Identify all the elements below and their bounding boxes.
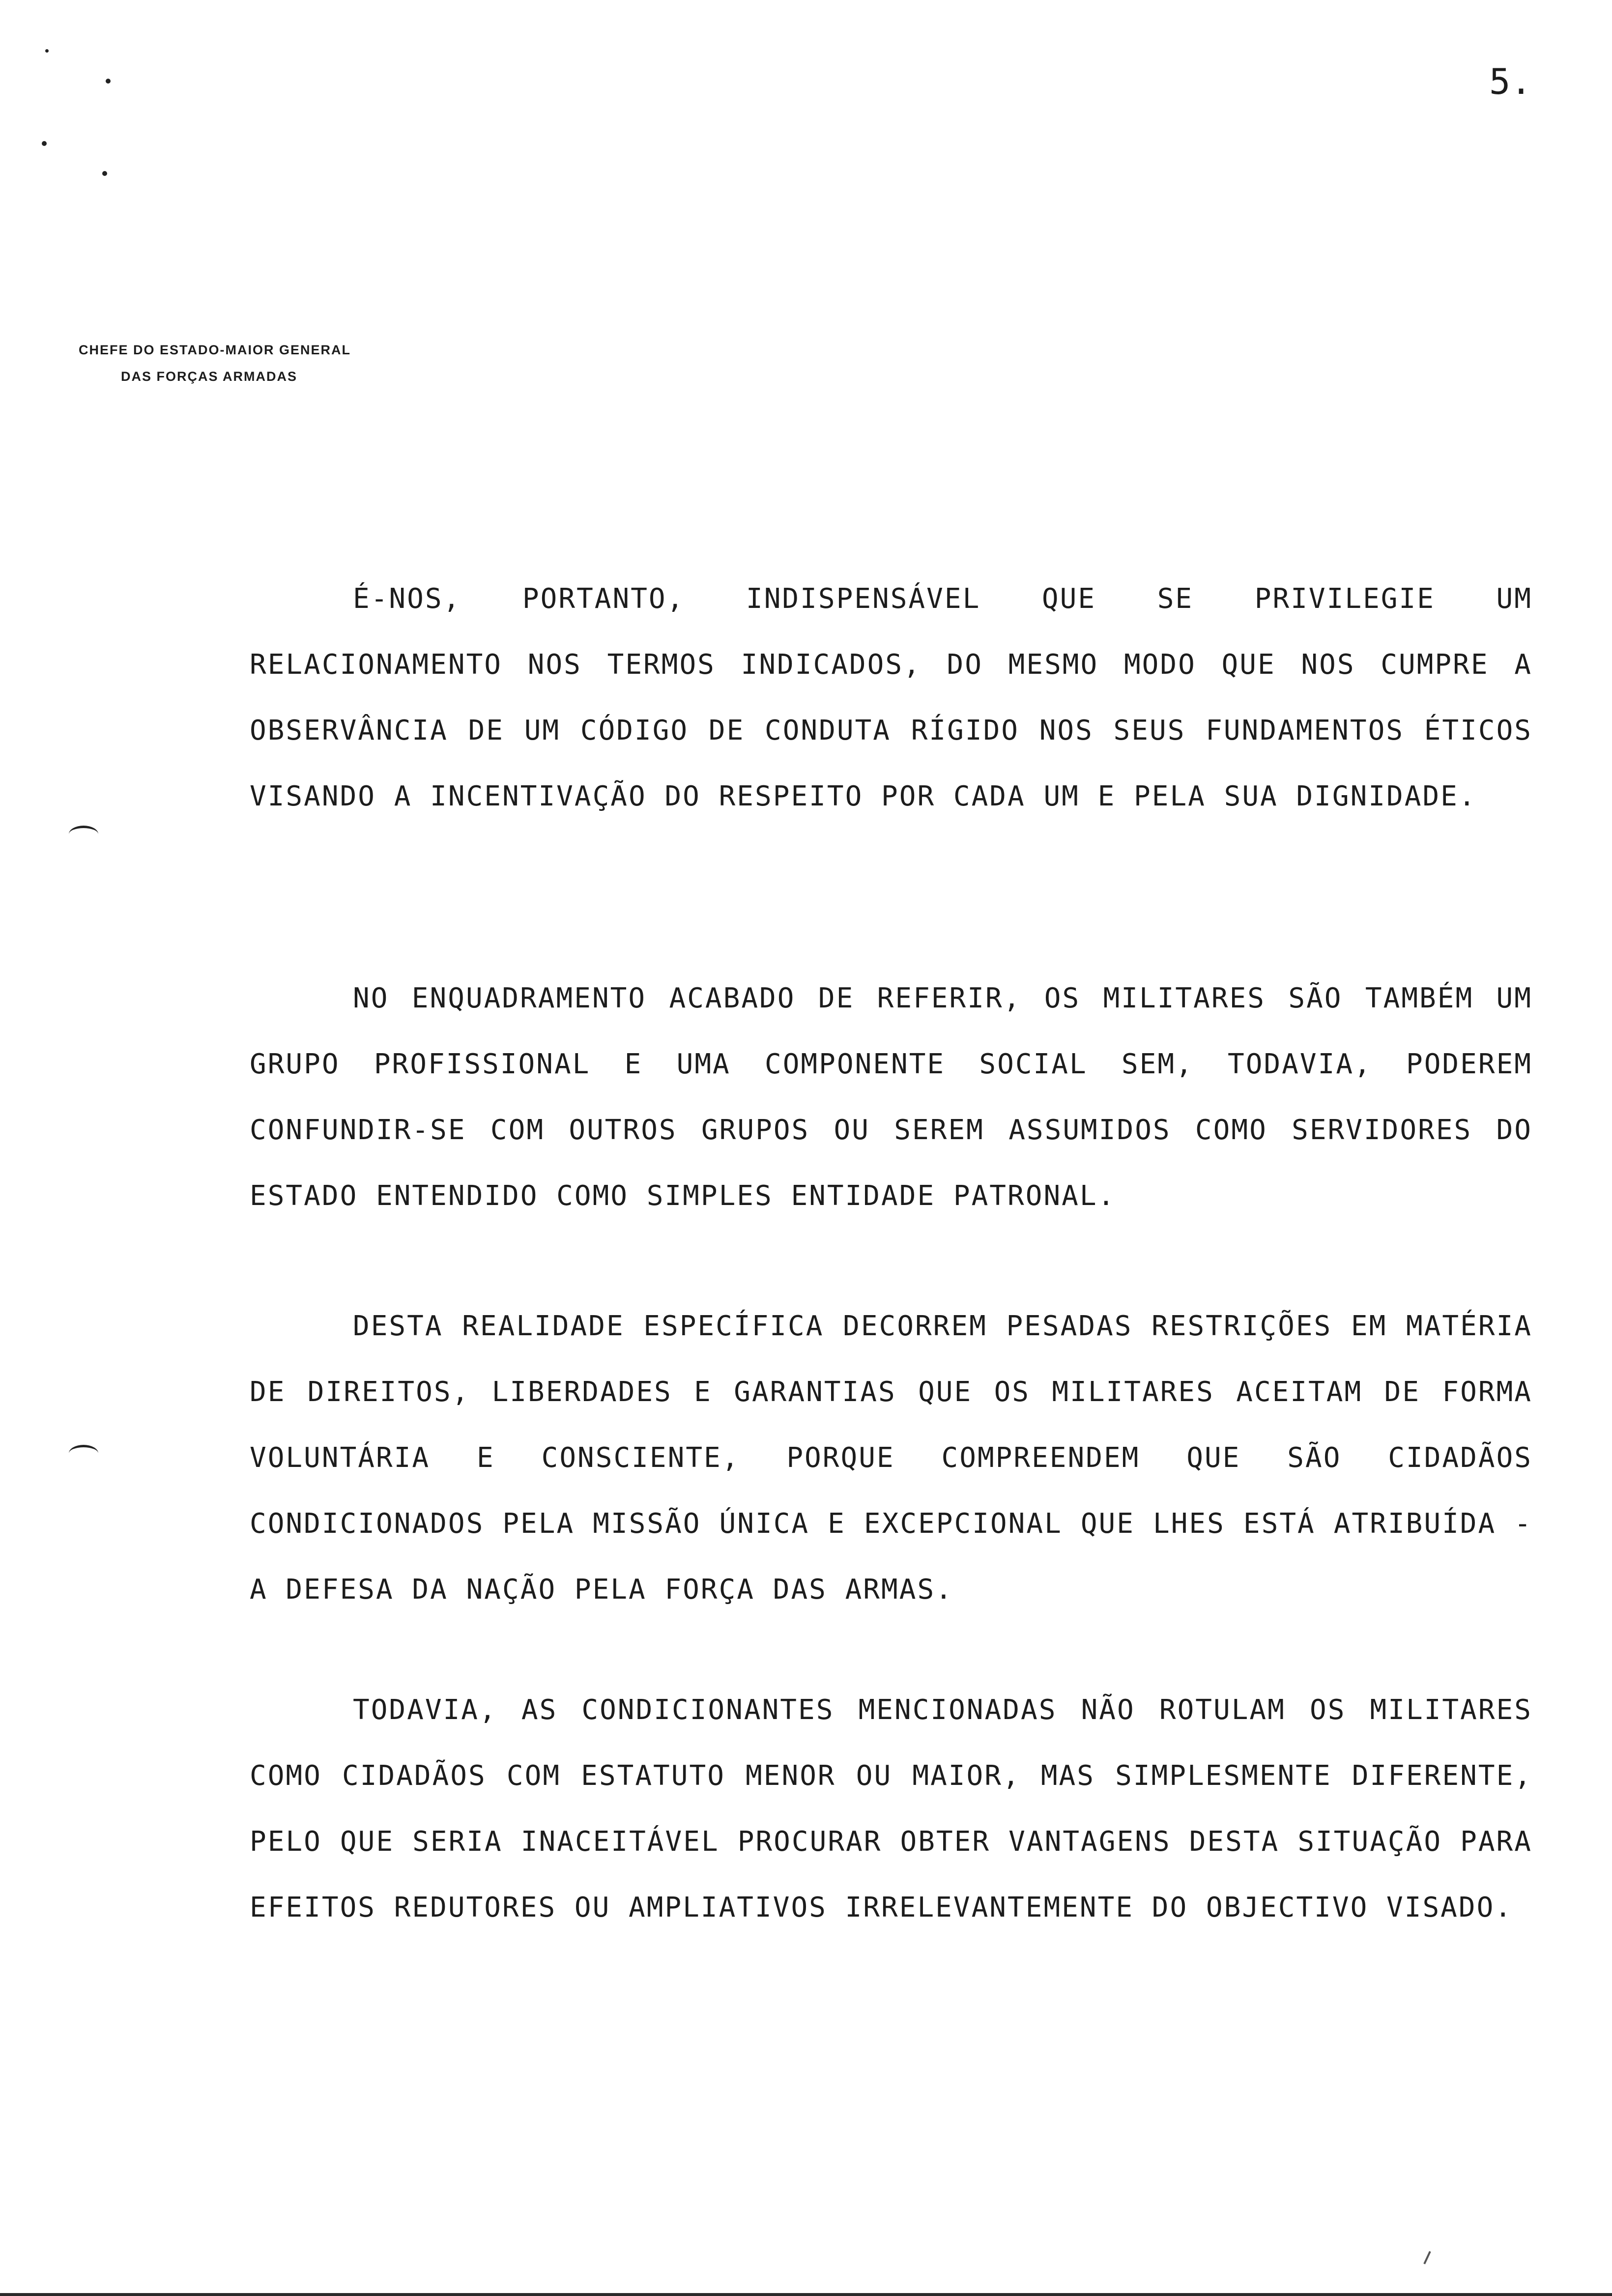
binder-hole-mark [69, 1445, 98, 1462]
scan-mark [45, 49, 49, 53]
letterhead-title: CHEFE DO ESTADO-MAIOR GENERAL [79, 343, 351, 357]
body-paragraph: NO ENQUADRAMENTO ACABADO DE REFERIR, OS MILITARES SÃO TAMBÉM UM GRUPO PROFISSIONAL E UMA COMPONENTE SOCIAL SEM, TODAVIA, PODEREM CONFUNDIR-SE COM OUTROS GRUPOS OU SEREM ASSUMIDOS COMO SERVIDORES DO ESTADO ENTENDIDO COMO SIMPLES ENTIDADE PATRONAL. [250, 982, 1532, 1212]
body-paragraph: TODAVIA, AS CONDICIONANTES MENCIONADAS NÃO ROTULAM OS MILITARES COMO CIDADÃOS COM ESTATUTO MENOR OU MAIOR, MAS SIMPLESMENTE DIFERENTE, PELO QUE SERIA INACEITÁVEL PROCURAR OBTER VANTAGENS DESTA SITUAÇÃO PARA EFEITOS REDUTORES OU AMPLIATIVOS IRRELEVANTEMENTE DO OBJECTIVO VISADO. [250, 1694, 1532, 1923]
scan-mark [102, 171, 107, 176]
scan-mark [1423, 2251, 1431, 2264]
letterhead [79, 337, 351, 390]
scan-mark [106, 79, 111, 84]
scan-mark [42, 141, 47, 146]
body-paragraph: DESTA REALIDADE ESPECÍFICA DECORREM PESADAS RESTRIÇÕES EM MATÉRIA DE DIREITOS, LIBERDADES E GARANTIAS QUE OS MILITARES ACEITAM DE FORMA VOLUNTÁRIA E CONSCIENTE, PORQUE COMPREENDEM QUE SÃO CIDADÃOS CONDICIONADOS PELA MISSÃO ÚNICA E EXCEPCIONAL QUE LHES ESTÁ ATRIBUÍDA - A DEFESA DA NAÇÃO PELA FORÇA DAS ARMAS. [250, 1310, 1532, 1606]
letterhead-subtitle: DAS FORÇAS ARMADAS [121, 369, 297, 384]
bottom-rule [0, 2293, 1612, 2296]
page-number: 5. [1489, 61, 1532, 102]
body-paragraph: É-NOS, PORTANTO, INDISPENSÁVEL QUE SE PRIVILEGIE UM RELACIONAMENTO NOS TERMOS INDICADOS, DO MESMO MODO QUE NOS CUMPRE A OBSERVÂNCIA DE UM CÓDIGO DE CONDUTA RÍGIDO NOS SEUS FUNDAMENTOS ÉTICOS VISANDO A INCENTIVAÇÃO DO RESPEITO POR CADA UM E PELA SUA DIGNIDADE. [250, 583, 1532, 812]
binder-hole-mark [69, 826, 98, 843]
